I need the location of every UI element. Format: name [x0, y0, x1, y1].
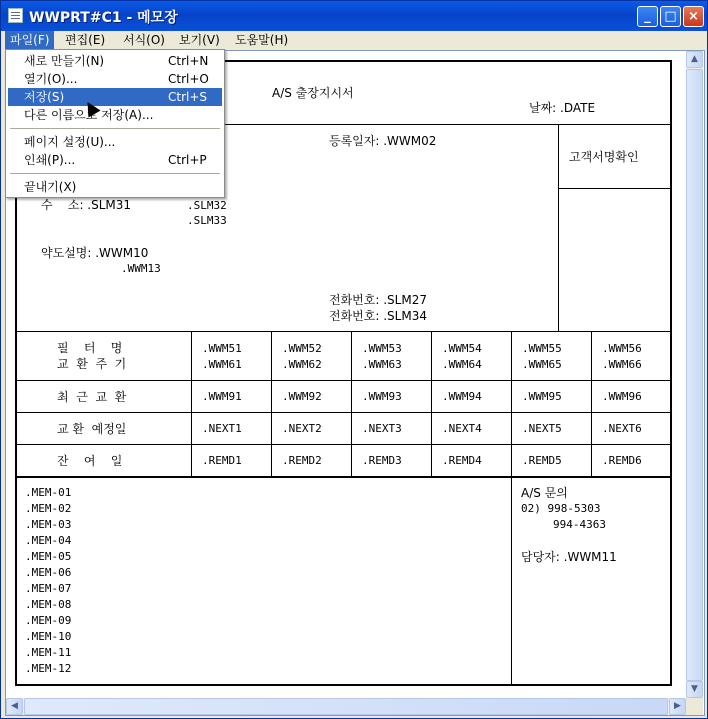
menu-format[interactable]: 서식(O) [123, 33, 165, 47]
menu-save-as-label: 다른 이름으로 저장(A)... [24, 108, 154, 122]
grid-cell: .WWM65 [522, 358, 562, 371]
grid-cell: .NEXT4 [442, 422, 482, 435]
menu-file[interactable]: 파일(F) [5, 31, 54, 50]
memo-line: .MEM-12 [25, 662, 72, 675]
menu-new-shortcut: Ctrl+N [168, 54, 209, 68]
memo-line: .MEM-10 [25, 630, 72, 643]
memo-line: .MEM-09 [25, 614, 72, 627]
grid-cell: .NEXT5 [522, 422, 562, 435]
grid-cell: .WWM94 [442, 390, 482, 403]
form-border-bottom [15, 684, 672, 686]
memo-line: .MEM-06 [25, 566, 72, 579]
scroll-right-button[interactable]: ▶ [669, 698, 686, 715]
memo-line: .MEM-04 [25, 534, 72, 547]
maximize-button[interactable]: □ [660, 6, 681, 27]
menu-page-setup-label: 페이지 설정(U)... [24, 135, 116, 149]
notepad-icon[interactable] [8, 8, 23, 23]
window-title: WWPRT#C1 - 메모장 [29, 10, 178, 26]
title-bar[interactable] [1, 1, 707, 31]
menu-bar [1, 31, 707, 50]
scroll-up-button[interactable]: ▲ [686, 51, 703, 68]
grid-cell: .REMD2 [282, 454, 322, 467]
grid-cell: .WWM62 [282, 358, 322, 371]
menu-exit-label: 끝내기(X) [24, 180, 77, 194]
memo-line: .MEM-11 [25, 646, 72, 659]
contact-phone-2: 994-4363 [553, 518, 606, 531]
grid-col-1 [191, 331, 192, 477]
vertical-scrollbar[interactable] [686, 51, 703, 698]
grid-cell: .WWM63 [362, 358, 402, 371]
memo-line: .MEM-01 [25, 486, 72, 499]
menu-save[interactable] [8, 88, 222, 106]
grid-cell: .WWM96 [602, 390, 642, 403]
form-border-right [670, 60, 672, 686]
menu-save-label: 저장(S) [24, 90, 65, 104]
registration-date: 등록일자: .WWM02 [329, 134, 437, 148]
grid-col-5 [511, 331, 512, 685]
grid-cell: .REMD4 [442, 454, 482, 467]
menu-save-as[interactable] [8, 106, 222, 124]
grid-col-4 [431, 331, 432, 477]
size-grip[interactable] [686, 698, 703, 715]
contact-title: A/S 문의 [521, 486, 568, 500]
menu-open-shortcut: Ctrl+O [168, 72, 209, 86]
minimize-button[interactable]: _ [637, 6, 658, 27]
grid-cell: .NEXT6 [602, 422, 642, 435]
grid-cell: .REMD3 [362, 454, 402, 467]
grid-cell: .REMD6 [602, 454, 642, 467]
map-description: 약도설명: .WWM10 [41, 246, 149, 260]
scroll-down-button[interactable]: ▼ [686, 681, 703, 698]
doc-date: 날짜: .DATE [529, 101, 596, 115]
grid-col-2 [271, 331, 272, 477]
grid-cell: .WWM52 [282, 342, 322, 355]
menu-print-label: 인쇄(P)... [24, 153, 76, 167]
grid-col-3 [351, 331, 352, 477]
phone-1: 전화번호: .SLM27 [329, 293, 427, 307]
menu-view[interactable]: 보기(V) [179, 33, 220, 47]
menu-help[interactable]: 도움말(H) [235, 33, 289, 47]
horizontal-scrollbar[interactable] [6, 698, 686, 715]
menu-exit[interactable] [8, 178, 222, 196]
grid-line-5 [15, 476, 672, 478]
horizontal-scroll-thumb[interactable] [24, 698, 668, 715]
doc-title: A/S 출장지시서 [272, 86, 354, 100]
address-label: 수 소: .SLM31 [41, 198, 132, 212]
form-line-signature-box [558, 188, 671, 189]
grid-cell: .WWM51 [202, 342, 242, 355]
grid-line-3 [15, 412, 672, 413]
grid-line-2 [15, 380, 672, 381]
grid-cell: .NEXT1 [202, 422, 242, 435]
memo-line: .MEM-02 [25, 502, 72, 515]
grid-line-1 [15, 331, 672, 332]
scroll-left-button[interactable]: ◀ [6, 698, 23, 715]
menu-edit[interactable]: 편집(E) [65, 33, 106, 47]
grid-cell: .WWM91 [202, 390, 242, 403]
grid-cell: .WWM64 [442, 358, 482, 371]
grid-cell: .NEXT2 [282, 422, 322, 435]
grid-cell: .WWM93 [362, 390, 402, 403]
menu-new[interactable] [8, 52, 222, 70]
memo-line: .MEM-03 [25, 518, 72, 531]
menu-open[interactable] [8, 70, 222, 88]
grid-cell: .WWM55 [522, 342, 562, 355]
form-line-signature [558, 124, 559, 331]
menu-separator [10, 173, 220, 174]
grid-cell: .WWM54 [442, 342, 482, 355]
grid-line-4 [15, 444, 672, 445]
close-button[interactable]: × [683, 6, 704, 27]
grid-cell: .WWM66 [602, 358, 642, 371]
address-line-3: .SLM33 [187, 214, 227, 227]
row-label-interval: 교 환 주 기 [57, 357, 127, 371]
grid-cell: .REMD1 [202, 454, 242, 467]
menu-new-label: 새로 만들기(N) [24, 54, 105, 68]
menu-save-shortcut: Ctrl+S [168, 90, 208, 104]
menu-open-label: 열기(O)... [24, 72, 78, 86]
menu-page-setup[interactable] [8, 133, 222, 151]
row-label-planned: 교 환 예정일 [57, 422, 127, 436]
row-label-recent: 최 근 교 환 [57, 390, 127, 404]
grid-col-6 [591, 331, 592, 477]
memo-line: .MEM-08 [25, 598, 72, 611]
grid-cell: .WWM92 [282, 390, 322, 403]
map-description-2: .WWM13 [121, 262, 161, 275]
phone-2: 전화번호: .SLM34 [329, 309, 427, 323]
row-label-filter: 필 터 명 [57, 341, 123, 355]
contact-phone-1: 02) 998-5303 [521, 502, 601, 515]
grid-cell: .WWM61 [202, 358, 242, 371]
grid-cell: .WWM53 [362, 342, 402, 355]
menu-print[interactable] [8, 151, 222, 169]
grid-cell: .WWM95 [522, 390, 562, 403]
grid-cell: .REMD5 [522, 454, 562, 467]
file-menu-dropdown [5, 49, 225, 198]
signature-label: 고객서명확인 [569, 150, 639, 164]
menu-print-shortcut: Ctrl+P [168, 153, 207, 167]
address-line-2: .SLM32 [187, 199, 227, 212]
vertical-scroll-thumb[interactable] [686, 69, 703, 681]
row-label-remaining: 잔 여 일 [57, 454, 123, 468]
manager-label: 담당자: .WWM11 [521, 550, 617, 564]
grid-cell: .WWM56 [602, 342, 642, 355]
memo-line: .MEM-07 [25, 582, 72, 595]
memo-line: .MEM-05 [25, 550, 72, 563]
menu-separator [10, 128, 220, 129]
grid-cell: .NEXT3 [362, 422, 402, 435]
